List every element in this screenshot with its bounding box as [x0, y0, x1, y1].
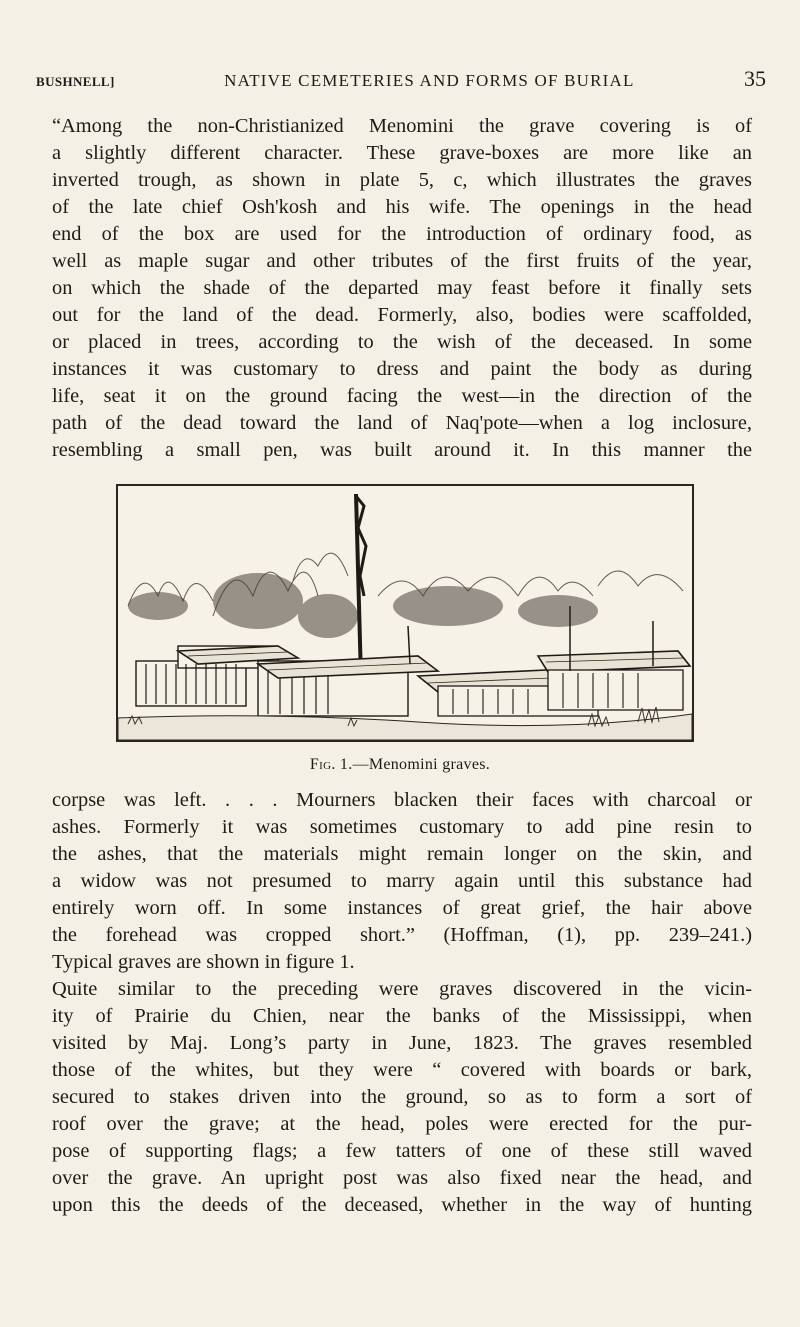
text-line: roof over the grave; at the head, poles were erected for the pur- [52, 1113, 752, 1135]
figure-menomini-graves-illustration [116, 484, 694, 742]
text-line: “Among the non-Christianized Menomini the grave covering is of [52, 115, 752, 137]
text-line: the ashes, that the materials might remain longer on the skin, and [52, 843, 752, 865]
text-line: end of the box are used for the introduction of ordinary food, as [52, 223, 752, 245]
text-line: those of the whites, but they were “ covered with boards or bark, [52, 1059, 752, 1081]
text-line: corpse was left. . . . Mourners blacken their faces with charcoal or [52, 789, 752, 811]
text-line: on which the shade of the departed may feast before it finally sets [52, 277, 752, 299]
text-line: visited by Maj. Long’s party in June, 1823. The graves resembled [52, 1032, 752, 1054]
text-line: over the grave. An upright post was also fixed near the head, and [52, 1167, 752, 1189]
paragraph-mourning-customs [52, 787, 752, 976]
text-line: life, seat it on the ground facing the west—in the direction of the [52, 385, 752, 407]
text-line: instances it was customary to dress and paint the body as during [52, 358, 752, 380]
text-line: Quite similar to the preceding were graves discovered in the vicin- [52, 978, 752, 1000]
paragraph-oshkosh-graves [52, 113, 752, 464]
graves-engraving [118, 486, 692, 740]
figure-label: Fig. 1. [309, 756, 353, 773]
text-line: resembling a small pen, was built around it. In this manner the [52, 439, 752, 461]
page-number: 35 [743, 66, 766, 91]
text-line: of the late chief Osh'kosh and his wife. The openings in the head [52, 196, 752, 218]
text-line: out for the land of the dead. Formerly, also, bodies were scaffolded, [52, 304, 752, 326]
running-head [36, 66, 766, 94]
text-line: the forehead was cropped short.” (Hoffman, (1), pp. 239–241.) [52, 924, 752, 946]
text-line: a slightly different character. These grave-boxes are more like an [52, 142, 752, 164]
text-line: path of the dead toward the land of Naq'pote—when a log inclosure, [52, 412, 752, 434]
paragraph-prairie-du-chien [52, 976, 752, 1219]
figure-caption-text: —Menomini graves. [352, 756, 491, 773]
text-line: inverted trough, as shown in plate 5, c, which illustrates the graves [52, 169, 752, 191]
text-line: ity of Prairie du Chien, near the banks of the Mississippi, when [52, 1005, 752, 1027]
text-line: ashes. Formerly it was sometimes customary to add pine resin to [52, 816, 752, 838]
text-line: secured to stakes driven into the ground, so as to form a sort of [52, 1086, 752, 1108]
text-line: a widow was not presumed to marry again until this substance had [52, 870, 752, 892]
running-head-author: BUSHNELL] [36, 74, 115, 89]
running-head-title: NATIVE CEMETERIES AND FORMS OF BURIAL [224, 71, 635, 90]
text-line: or placed in trees, according to the wish of the deceased. In some [52, 331, 752, 353]
text-line: entirely worn off. In some instances of great grief, the hair above [52, 897, 752, 919]
text-line: well as maple sugar and other tributes of the first fruits of the year, [52, 250, 752, 272]
text-line: upon this the deeds of the deceased, whether in the way of hunting [52, 1194, 752, 1216]
text-line: pose of supporting flags; a few tatters of one of these still waved [52, 1140, 752, 1162]
text-line: Typical graves are shown in figure 1. [52, 951, 355, 973]
figure-caption [0, 756, 800, 774]
